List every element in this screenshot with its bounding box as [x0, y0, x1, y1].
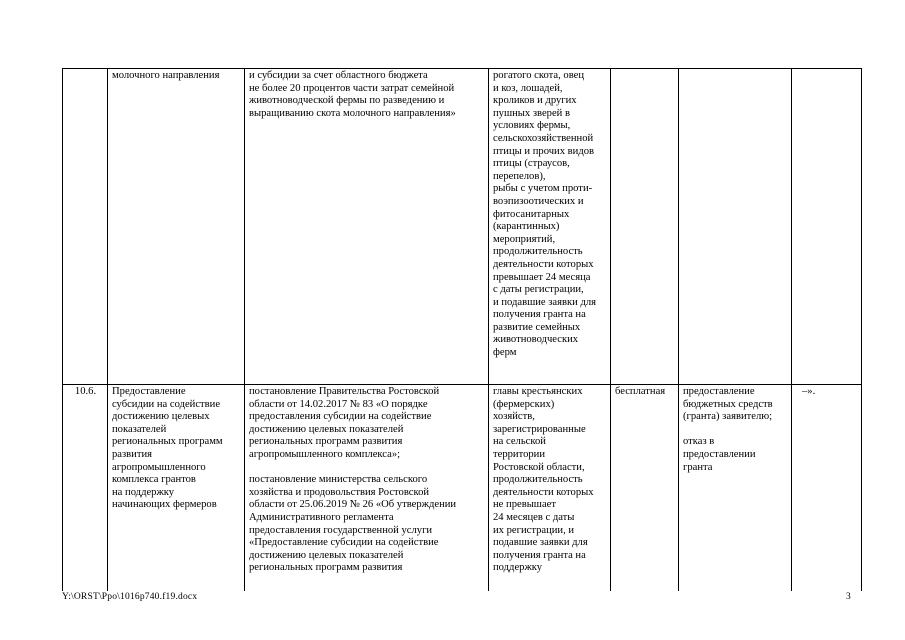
table-cell-cost — [611, 69, 679, 385]
table-cell-service-name: Предоставление субсидии на содействие достижению целевых показателей региональных программ развития агропромышленного комплекса грантов на поддержку начинающих фермеров — [108, 385, 245, 592]
table-cell-cost: бесплатная — [611, 385, 679, 592]
table-row — [63, 385, 862, 592]
table-cell-result: предоставление бюджетных средств (гранта) заявителю; отказ в предоставлении гранта — [679, 385, 792, 592]
footer-file-path: Y:\ORST\Ppo\1016p740.f19.docx — [62, 592, 198, 602]
table-cell-extra — [792, 69, 862, 385]
table-cell-result — [679, 69, 792, 385]
table-cell-extra: –». — [792, 385, 862, 592]
table-cell-number — [63, 69, 108, 385]
table-cell-legal-basis: и субсидии за счет областного бюджета не более 20 процентов части затрат семейной животноводческой фермы по разведению и выращиванию скота молочного направления» — [245, 69, 489, 385]
table-cell-recipients: главы крестьянских (фермерских) хозяйств, зарегистрированные на сельской территории Ростовской области, продолжительность деятельности которых не превышает 24 месяцев с даты их регистрации, и подавшие заявки для получения гранта на поддержку — [489, 385, 611, 592]
table-cell-number: 10.6. — [63, 385, 108, 592]
table-cell-legal-basis: постановление Правительства Ростовской области от 14.02.2017 № 83 «О порядке предоставления субсидии на содействие достижению целевых показателей региональных программ развития агропромышленного комплекса»; постановление министерства сельского хозяйства и продовольствия Ростовской области от 25.06.2019 № 26 «Об утверждении Административного регламента предоставления государственной услуги «Предоставление субсидии на содействие достижению целевых показателей региональных программ развития — [245, 385, 489, 592]
table-cell-service-name: молочного направления — [108, 69, 245, 385]
services-table — [62, 68, 862, 591]
footer-page-number: 3 — [846, 592, 851, 602]
table-row — [63, 69, 862, 385]
table-cell-recipients: рогатого скота, овец и коз, лошадей, кроликов и других пушных зверей в условиях фермы, сельскохозяйственной птицы и прочих видов птицы (страусов, перепелов), рыбы с учетом проти- воэпизоотических и фитосанитарных (карантинных) мероприятий, продолжительность деятельности которых превышает 24 месяца с даты регистрации, и подавшие заявки для получения гранта на развитие семейных животноводческих ферм — [489, 69, 611, 385]
